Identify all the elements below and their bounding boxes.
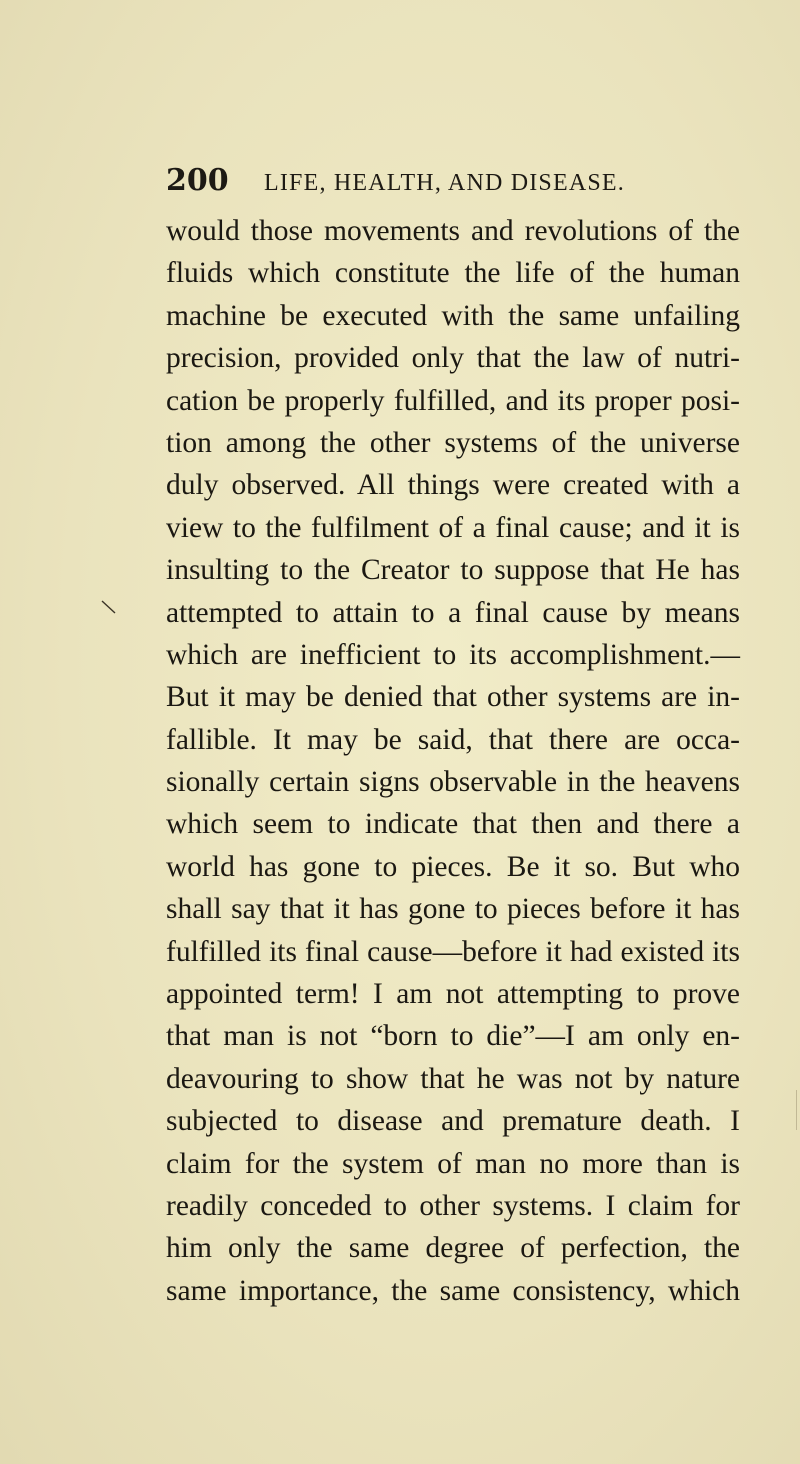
text-line: fulfilled its final cause—before it had existed its xyxy=(166,935,740,968)
page-edge-shadow xyxy=(786,1090,797,1130)
text-line: same importance, the same consistency, which xyxy=(166,1274,740,1307)
text-line: shall say that it has gone to pieces before it has xyxy=(166,893,740,926)
page-header xyxy=(166,160,766,202)
text-line: would those movements and revolutions of the xyxy=(166,215,740,247)
text-line: that man is not “born to die”—I am only en- xyxy=(166,1020,740,1053)
text-line: world has gone to pieces. Be it so. But who xyxy=(166,850,740,883)
text-line: duly observed. All things were created with a xyxy=(166,469,740,502)
text-line: But it may be denied that other systems are in- xyxy=(166,681,740,714)
body-text xyxy=(166,210,740,1312)
text-line: precision, provided only that the law of nutri- xyxy=(166,342,740,375)
text-line: which are inefficient to its accomplishment.— xyxy=(166,638,740,671)
text-line: which seem to indicate that then and there a xyxy=(166,808,740,841)
text-line: appointed term! I am not attempting to prove xyxy=(166,978,740,1011)
text-line: readily conceded to other systems. I claim for xyxy=(166,1189,740,1222)
text-line: fluids which constitute the life of the human xyxy=(166,257,740,290)
text-line: fallible. It may be said, that there are occa- xyxy=(166,723,740,756)
text-line: attempted to attain to a final cause by means xyxy=(166,596,740,629)
margin-mark-icon xyxy=(100,598,118,616)
page-number: 200 xyxy=(166,163,229,198)
text-line: subjected to disease and premature death. I xyxy=(166,1105,740,1138)
text-line: tion among the other systems of the universe xyxy=(166,426,740,459)
text-line: machine be executed with the same unfailing xyxy=(166,299,740,332)
running-head: LIFE, HEALTH, AND DISEASE. xyxy=(264,170,625,196)
text-line: deavouring to show that he was not by nature xyxy=(166,1062,740,1095)
text-line: cation be properly fulfilled, and its proper posi- xyxy=(166,384,740,417)
text-line: view to the fulfilment of a final cause; and it is xyxy=(166,511,740,544)
text-line: claim for the system of man no more than is xyxy=(166,1147,740,1180)
text-line: insulting to the Creator to suppose that He has xyxy=(166,554,740,587)
text-line: him only the same degree of perfection, the xyxy=(166,1232,740,1265)
text-line: sionally certain signs observable in the heavens xyxy=(166,766,740,799)
